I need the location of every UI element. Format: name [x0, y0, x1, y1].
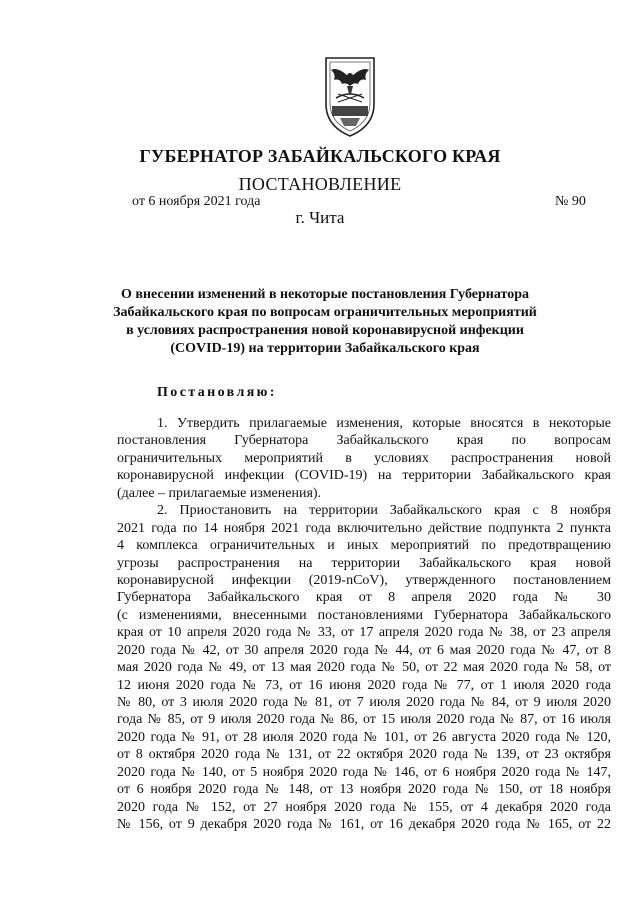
body-line: (далее – прилагаемые изменения).: [117, 485, 322, 501]
body-line: коронавирусной инфекции (COVID-19) на территории Забайкальского края: [117, 468, 611, 484]
body-line: № 80, от 3 июля 2020 года № 81, от 7 июля 2020 года № 84, от 9 июля 2020: [117, 695, 611, 710]
body-line: Губернатора Забайкальского края от 8 апреля 2020 года № 30: [117, 590, 611, 606]
decree-word: Постановляю:: [157, 385, 277, 400]
body-line: края от 10 апреля 2020 года № 33, от 17 апреля 2020 года № 38, от 23 апреля: [117, 625, 611, 641]
document-subject: [100, 286, 550, 358]
organization-title: ГУБЕРНАТОР ЗАБАЙКАЛЬСКОГО КРАЯ: [139, 146, 501, 166]
body-line: угрозы распространения на территории Забайкальского края новой: [117, 555, 611, 571]
body-line: 2. Приостановить на территории Забайкальского края с 8 ноября: [157, 503, 611, 519]
document-number: № 90: [555, 194, 586, 209]
subject-line: О внесении изменений в некоторые постановления Губернатора: [121, 287, 529, 302]
body-line: 2021 года по 14 ноября 2021 года включительно действие подпункта 2 пункта: [117, 520, 611, 536]
body-line: № 156, от 9 декабря 2020 года № 161, от 16 декабря 2020 года № 165, от 22: [117, 817, 611, 833]
body-line: коронавирусной инфекции (2019-nCoV), утвержденного постановлением: [117, 572, 611, 588]
body-line: 1. Утвердить прилагаемые изменения, которые вносятся в некоторые: [157, 416, 611, 431]
body-line: 4 комплекса ограничительных и иных мероприятий по предотвращению: [117, 538, 611, 554]
document-city: г. Чита: [295, 208, 345, 227]
body-line: 12 июня 2020 года № 73, от 16 июня 2020 года № 77, от 1 июля 2020 года: [117, 677, 611, 693]
subject-line: Забайкальского края по вопросам ограничительных мероприятий: [113, 305, 537, 320]
body-line: года № 85, от 9 июля 2020 года № 86, от 15 июля 2020 года № 87, от 16 июля: [117, 712, 611, 728]
body-line: 2020 года № 42, от 30 апреля 2020 года № 44, от 6 мая 2020 года № 47, от 8: [117, 642, 611, 658]
body-line: мая 2020 года № 49, от 13 мая 2020 года № 50, от 22 мая 2020 года № 58, от: [117, 660, 611, 676]
document-date: от 6 ноября 2021 года: [132, 194, 261, 209]
body-line: ограничительных мероприятий в условиях распространения новой: [117, 450, 611, 466]
subject-line: (COVID-19) на территории Забайкальского края: [170, 341, 480, 356]
body-line: 2020 года № 152, от 27 ноября 2020 года № 155, от 4 декабря 2020 года: [117, 799, 611, 815]
body-line: (с изменениями, внесенными постановлениями Губернатора Забайкальского: [117, 607, 611, 623]
body-line: от 8 октября 2020 года № 131, от 22 октября 2020 года № 139, от 23 октября: [117, 747, 611, 763]
body-line: постановления Губернатора Забайкальского края по вопросам: [117, 433, 611, 449]
coat-of-arms-emblem: [318, 52, 382, 138]
document-body: [117, 415, 611, 834]
body-line: 2020 года № 140, от 5 ноября 2020 года № 146, от 6 ноября 2020 года № 147,: [117, 764, 611, 780]
subject-line: в условиях распространения новой коронавирусной инфекции: [126, 323, 524, 338]
body-line: 2020 года № 91, от 28 июля 2020 года № 101, от 26 августа 2020 года № 120,: [117, 729, 611, 745]
document-type: ПОСТАНОВЛЕНИЕ: [238, 174, 402, 194]
body-line: от 6 ноября 2020 года № 148, от 13 ноября 2020 года № 150, от 18 ноября: [117, 782, 611, 798]
